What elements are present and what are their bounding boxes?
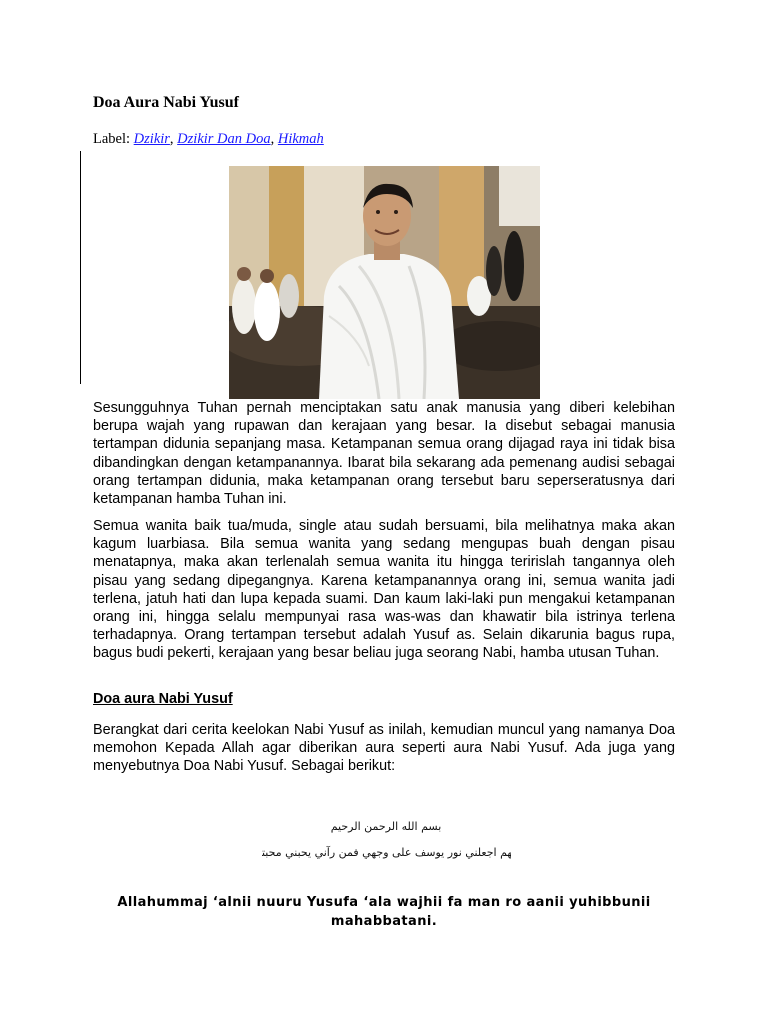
arabic-prayer-image: [262, 812, 511, 864]
arabic-basmalah: بسم الله الرحمن الرحيم: [330, 820, 442, 833]
transliteration-text: Allahummaj ‘alnii nuuru Yusufa ‘ala wajhii fa man ro aanii yuhibbunii mahabbatani.: [117, 895, 651, 929]
man-in-ihram-photo: [229, 166, 540, 399]
section-heading: Doa aura Nabi Yusuf: [93, 691, 233, 707]
label-link-dzikir[interactable]: Dzikir: [133, 131, 170, 147]
label-link-hikmah[interactable]: Hikmah: [277, 131, 324, 147]
paragraph-2: Semua wanita baik tua/muda, single atau sudah bersuami, bila melihatnya maka akan kagum luarbiasa. Bila semua wanita yang sedang mengupas buah dengan pisau menatapnya, maka akan terlenalah semua wanita itu hingga teririslah tangannya oleh pisau yang sedang dipegangnya. Karena ketampanannya orang ini, semua wanita jadi terlena, jatuh hati dan lupa kepada suami. Dan kaum laki-laki pun mengakui ketampanan orang ini, hingga selalu mempunyai rasa was-was dan khawatir bila istrinya terlena terhadapnya. Orang tertampan tersebut adalah Yusuf as. Selain dikarunia bagus rupa, bagus budi pekerti, kerajaan yang besar beliau juga seorang Nabi, hamba utusan Tuhan.: [93, 518, 675, 662]
label-line: Label: Dzikir, Dzikir Dan Doa, Hikmah: [93, 131, 324, 147]
label-prefix: Label:: [93, 131, 131, 147]
paragraph-3: Berangkat dari cerita keelokan Nabi Yusuf as inilah, kemudian muncul yang namanya Doa memohon Kepada Allah agar diberikan aura seperti aura Nabi Yusuf. Ada juga yang menyebutnya Doa Nabi Yusuf. Sebagai berikut:: [93, 722, 675, 775]
label-link-dzikir-dan-doa[interactable]: Dzikir Dan Doa: [177, 131, 271, 147]
page-title: Doa Aura Nabi Yusuf: [93, 94, 239, 111]
margin-line: [80, 151, 81, 384]
paragraph-1: Sesungguhnya Tuhan pernah menciptakan satu anak manusia yang diberi kelebihan berupa wajah yang rupawan dan kerajaan yang besar. Ia disebut sebagai manusia tertampan didunia sepanjang masa. Ketampanan semua orang dijagad raya ini tidak bisa dibandingkan dengan ketampanannya. Ibarat bila sekarang ada pemenang audisi sebagai orang tertampan didunia, maka ketampanan orang tersebut baru seperseratusnya dari ketampanan hamba Tuhan ini.: [93, 400, 675, 508]
arabic-prayer-line: اللهم اجعلني نور يوسف على وجهي فمن رآني يحبني محبتني: [262, 846, 511, 859]
